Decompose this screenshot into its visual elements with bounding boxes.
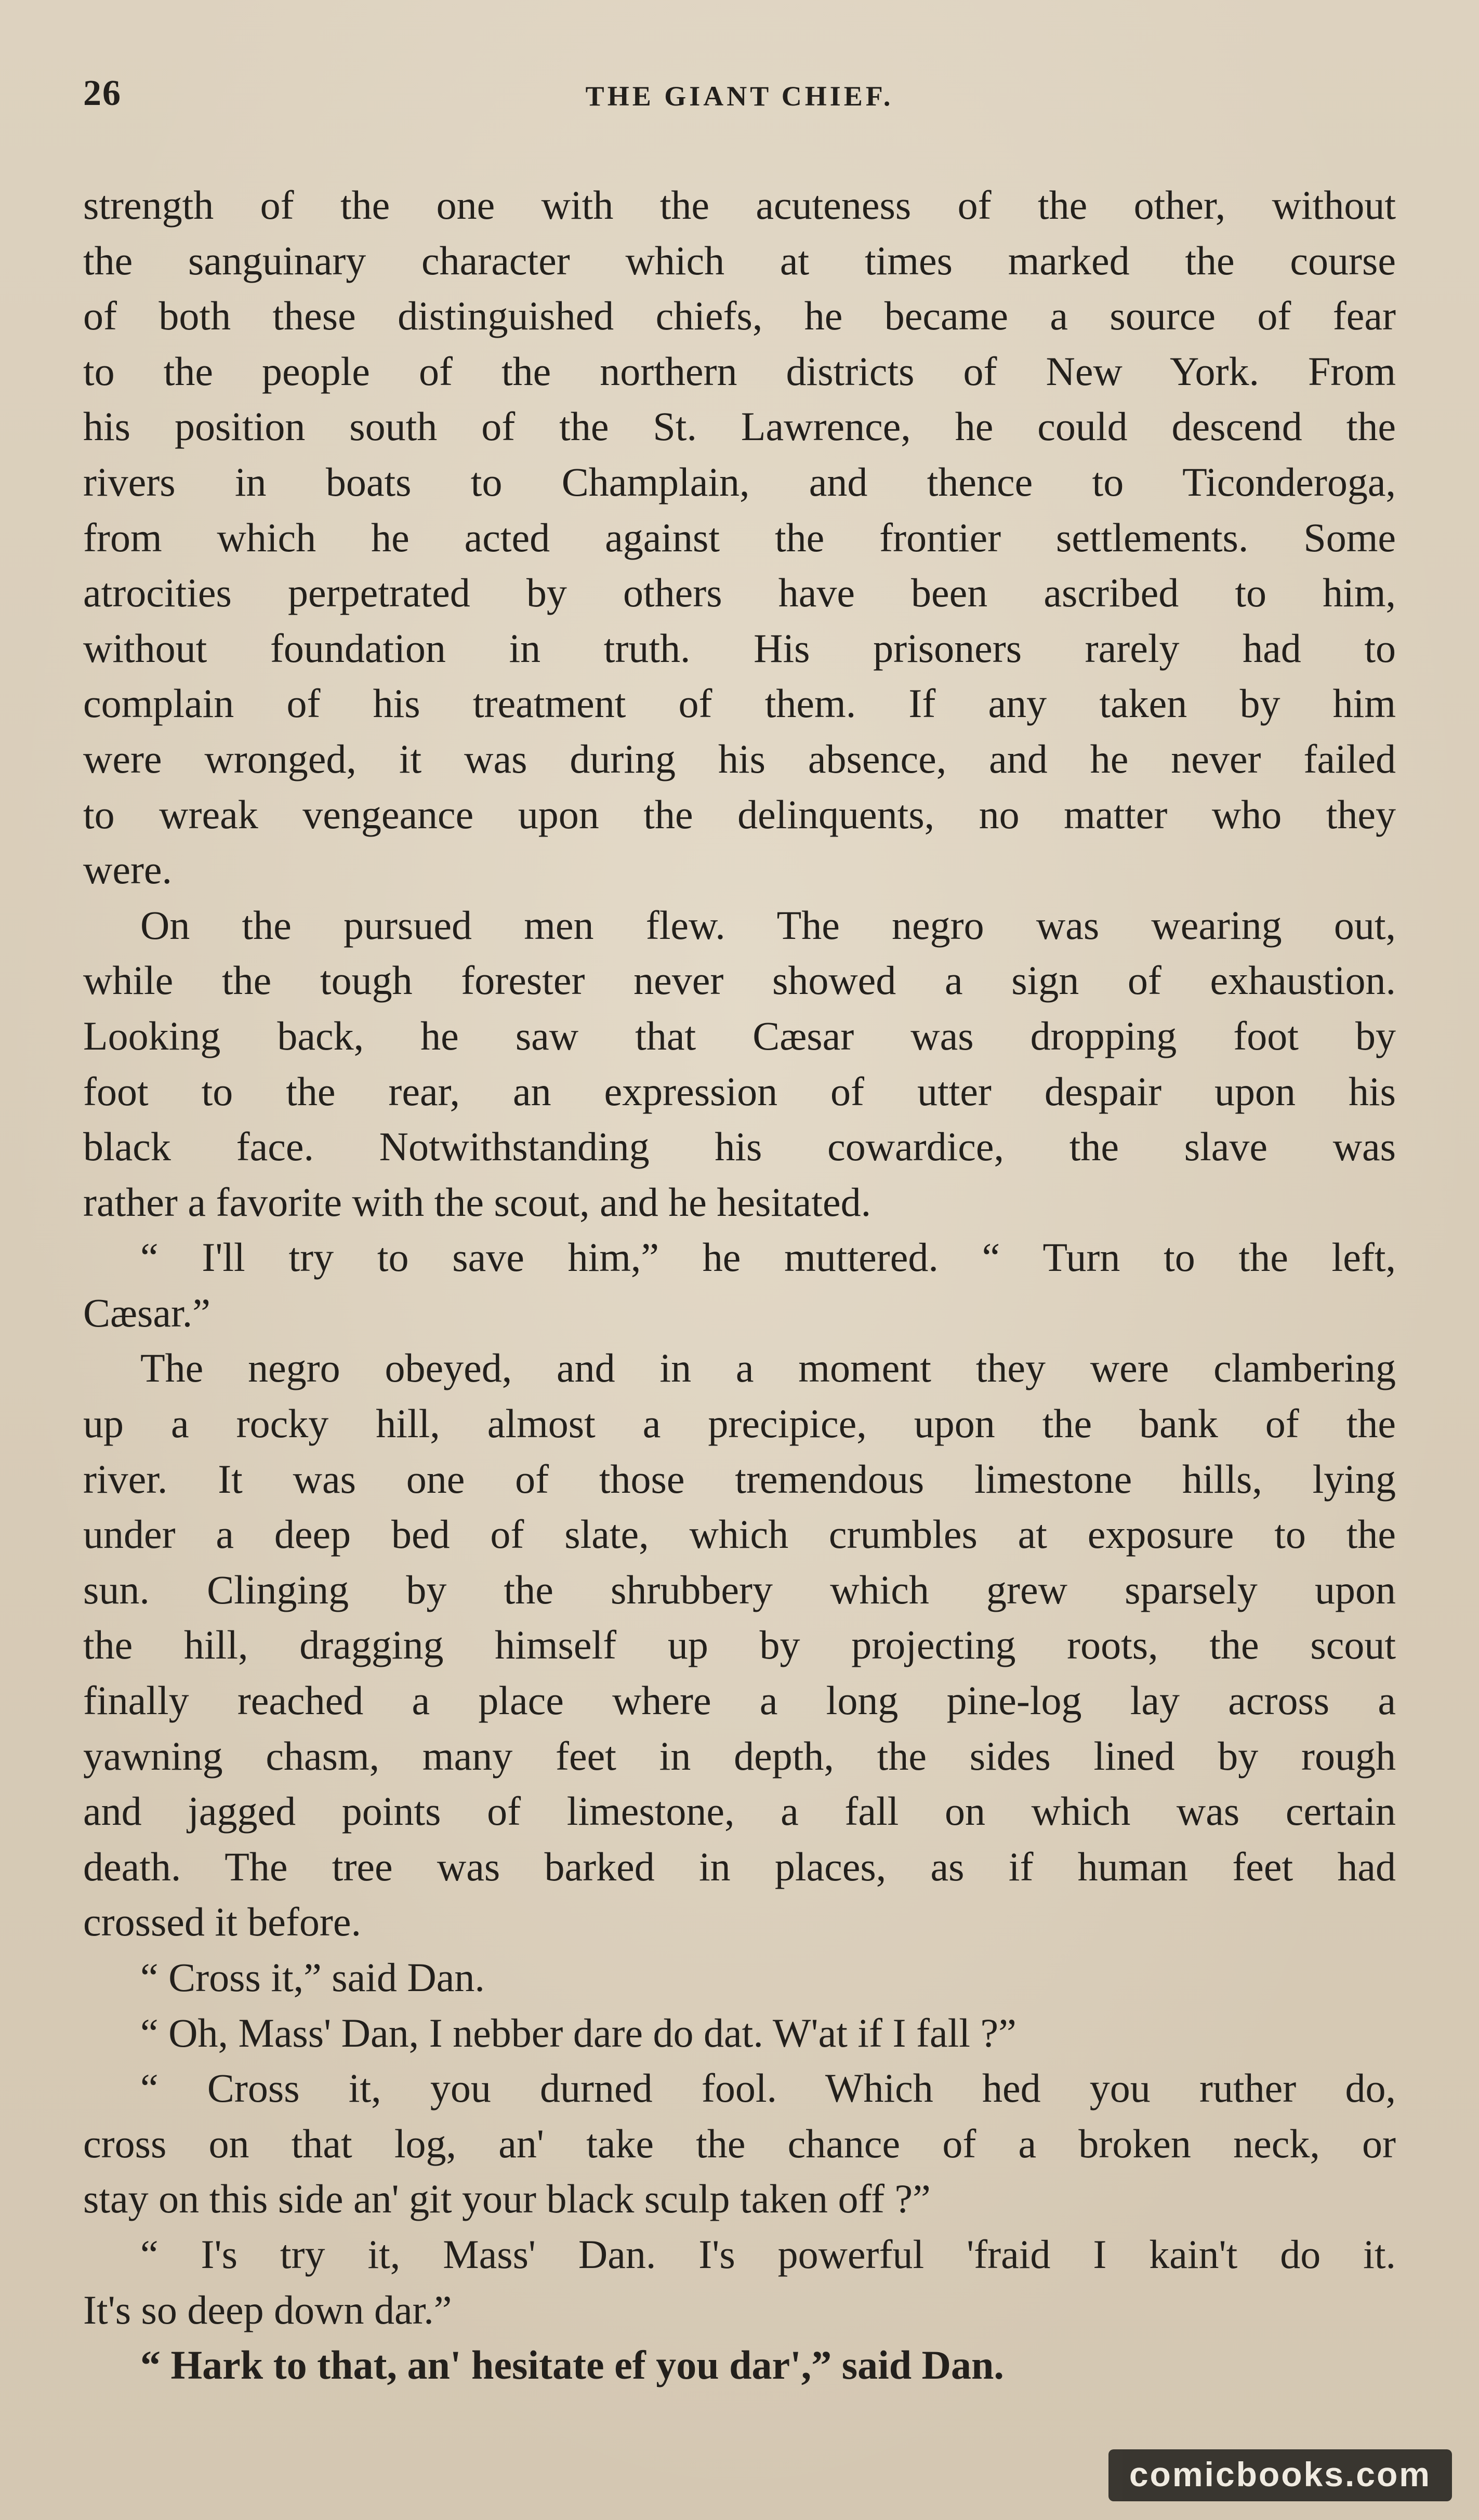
running-head: THE GIANT CHIEF. (585, 81, 894, 112)
text-line: to wreak vengeance upon the delinquents, no matter who they (83, 791, 1396, 837)
text-line: rivers in boats to Champlain, and thence to Ticonderoga, (83, 459, 1396, 505)
text-line: “ Oh, Mass' Dan, I nebber dare do dat. W'at if I fall ?” (140, 2010, 1016, 2055)
text-line: were. (83, 847, 173, 893)
text-line: foot to the rear, an expression of utter despair upon his (83, 1068, 1396, 1114)
text-line: crossed it before. (83, 1899, 361, 1945)
text-line: complain of his treatment of them. If any taken by him (83, 681, 1396, 726)
watermark: comicbooks.com (1108, 2449, 1452, 2501)
text-line: death. The tree was barked in places, as if human feet had (83, 1843, 1396, 1889)
text-line: the sanguinary character which at times marked the course (83, 237, 1396, 283)
text-line: stay on this side an' git your black sculp taken off ?” (83, 2176, 931, 2222)
text-line: On the pursued men flew. The negro was wearing out, (140, 902, 1396, 948)
text-line: to the people of the northern districts of New York. From (83, 348, 1396, 394)
text-line: Looking back, he saw that Cæsar was dropping foot by (83, 1013, 1396, 1058)
text-line: under a deep bed of slate, which crumbles at exposure to the (83, 1511, 1396, 1557)
page-header (83, 57, 1396, 114)
text-line: rather a favorite with the scout, and he hesitated. (83, 1179, 871, 1225)
text-line: his position south of the St. Lawrence, he could descend the (83, 404, 1396, 449)
text-line: finally reached a place where a long pine-log lay across a (83, 1678, 1396, 1723)
body-text (83, 178, 1396, 2393)
text-line: black face. Notwithstanding his cowardice, the slave was (83, 1124, 1396, 1170)
text-line: were wronged, it was during his absence, and he never failed (83, 736, 1396, 781)
text-line: without foundation in truth. His prisoners rarely had to (83, 625, 1396, 671)
text-line: “ Cross it,” said Dan. (140, 1955, 485, 2000)
text-line: river. It was one of those tremendous limestone hills, lying (83, 1456, 1396, 1502)
text-line: and jagged points of limestone, a fall on which was certain (83, 1788, 1396, 1834)
text-line: “ Cross it, you durned fool. Which hed you ruther do, (140, 2065, 1396, 2111)
text-line: “ I's try it, Mass' Dan. I's powerful 'fraid I kain't do it. (140, 2231, 1396, 2277)
text-line: cross on that log, an' take the chance of a broken neck, or (83, 2120, 1396, 2166)
text-line: yawning chasm, many feet in depth, the sides lined by rough (83, 1733, 1396, 1779)
text-line: The negro obeyed, and in a moment they were clambering (140, 1345, 1396, 1391)
text-line: sun. Clinging by the shrubbery which grew sparsely upon (83, 1567, 1396, 1612)
text-line: strength of the one with the acuteness of the other, without (83, 182, 1396, 228)
page-number: 26 (83, 73, 122, 113)
text-line: from which he acted against the frontier settlements. Some (83, 514, 1396, 560)
text-line: the hill, dragging himself up by projecting roots, the scout (83, 1622, 1396, 1668)
text-line: “ Hark to that, an' hesitate ef you dar',” said Dan. (140, 2342, 1004, 2388)
text-line: It's so deep down dar.” (83, 2287, 452, 2332)
text-line: up a rocky hill, almost a precipice, upon the bank of the (83, 1401, 1396, 1447)
text-line: of both these distinguished chiefs, he became a source of fear (83, 293, 1396, 339)
text-line: “ I'll try to save him,” he muttered. “ Turn to the left, (140, 1235, 1396, 1280)
text-line: while the tough forester never showed a sign of exhaustion. (83, 958, 1396, 1003)
text-line: atrocities perpetrated by others have been ascribed to him, (83, 570, 1396, 616)
text-line: Cæsar.” (83, 1290, 210, 1335)
